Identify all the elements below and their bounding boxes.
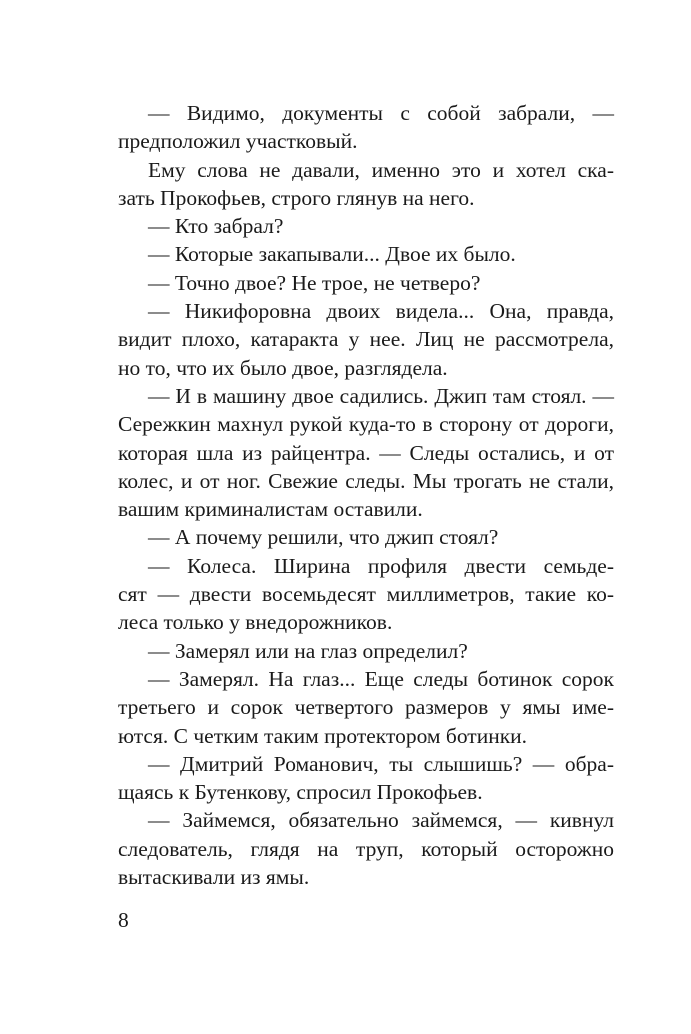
text-line: — Замерял или на глаз определил?: [148, 638, 468, 663]
text-line: видит плохо, катаракта у нее. Лиц не рассмотрела,: [118, 327, 614, 352]
text-line: — А почему решили, что джип стоял?: [148, 525, 499, 550]
text-line: — И в машину двое садились. Джип там стоял. —: [148, 383, 614, 408]
text-line: — Кто забрал?: [148, 214, 284, 239]
text-line: леса только у внедорожников.: [118, 610, 393, 635]
text-line: третьего и сорок четвертого размеров у ямы име-: [118, 695, 614, 720]
text-line: — Никифоровна двоих видела... Она, правда,: [148, 299, 614, 324]
text-line: ются. С четким таким протектором ботинки.: [118, 723, 528, 748]
text-line: вытаскивали из ямы.: [118, 865, 310, 890]
text-line: — Которые закапывали... Двое их было.: [148, 242, 516, 267]
text-line: колес, и от ног. Свежие следы. Мы трогать не стали,: [118, 468, 614, 493]
text-line: — Замерял. На глаз... Еще следы ботинок сорок: [148, 666, 614, 691]
text-line: но то, что их было двое, разглядела.: [118, 355, 448, 380]
text-line: вашим криминалистам оставили.: [118, 497, 423, 522]
text-line: — Дмитрий Романович, ты слышишь? — обра-: [148, 751, 614, 776]
text-line: которая шла из райцентра. — Следы остались, и от: [118, 440, 614, 465]
body-text: [118, 99, 614, 891]
text-line: Ему слова не давали, именно это и хотел ска-: [148, 157, 614, 182]
text-line: предположил участковый.: [118, 129, 358, 154]
text-line: щаясь к Бутенкову, спросил Прокофьев.: [118, 780, 483, 805]
text-line: — Точно двое? Не трое, не четверо?: [148, 270, 481, 295]
text-line: — Видимо, документы с собой забрали, —: [148, 101, 614, 125]
text-line: следователь, глядя на труп, который осторожно: [118, 836, 614, 861]
text-line: Сережкин махнул рукой куда-то в сторону от дороги,: [118, 412, 614, 437]
text-line: — Займемся, обязательно займемся, — кивнул: [148, 808, 614, 833]
text-line: зать Прокофьев, строго глянув на него.: [118, 185, 475, 210]
text-line: сят — двести восемьдесят миллиметров, такие ко-: [118, 582, 614, 607]
text-line: — Колеса. Ширина профиля двести семьде-: [148, 553, 614, 578]
page-number: 8: [118, 908, 129, 932]
